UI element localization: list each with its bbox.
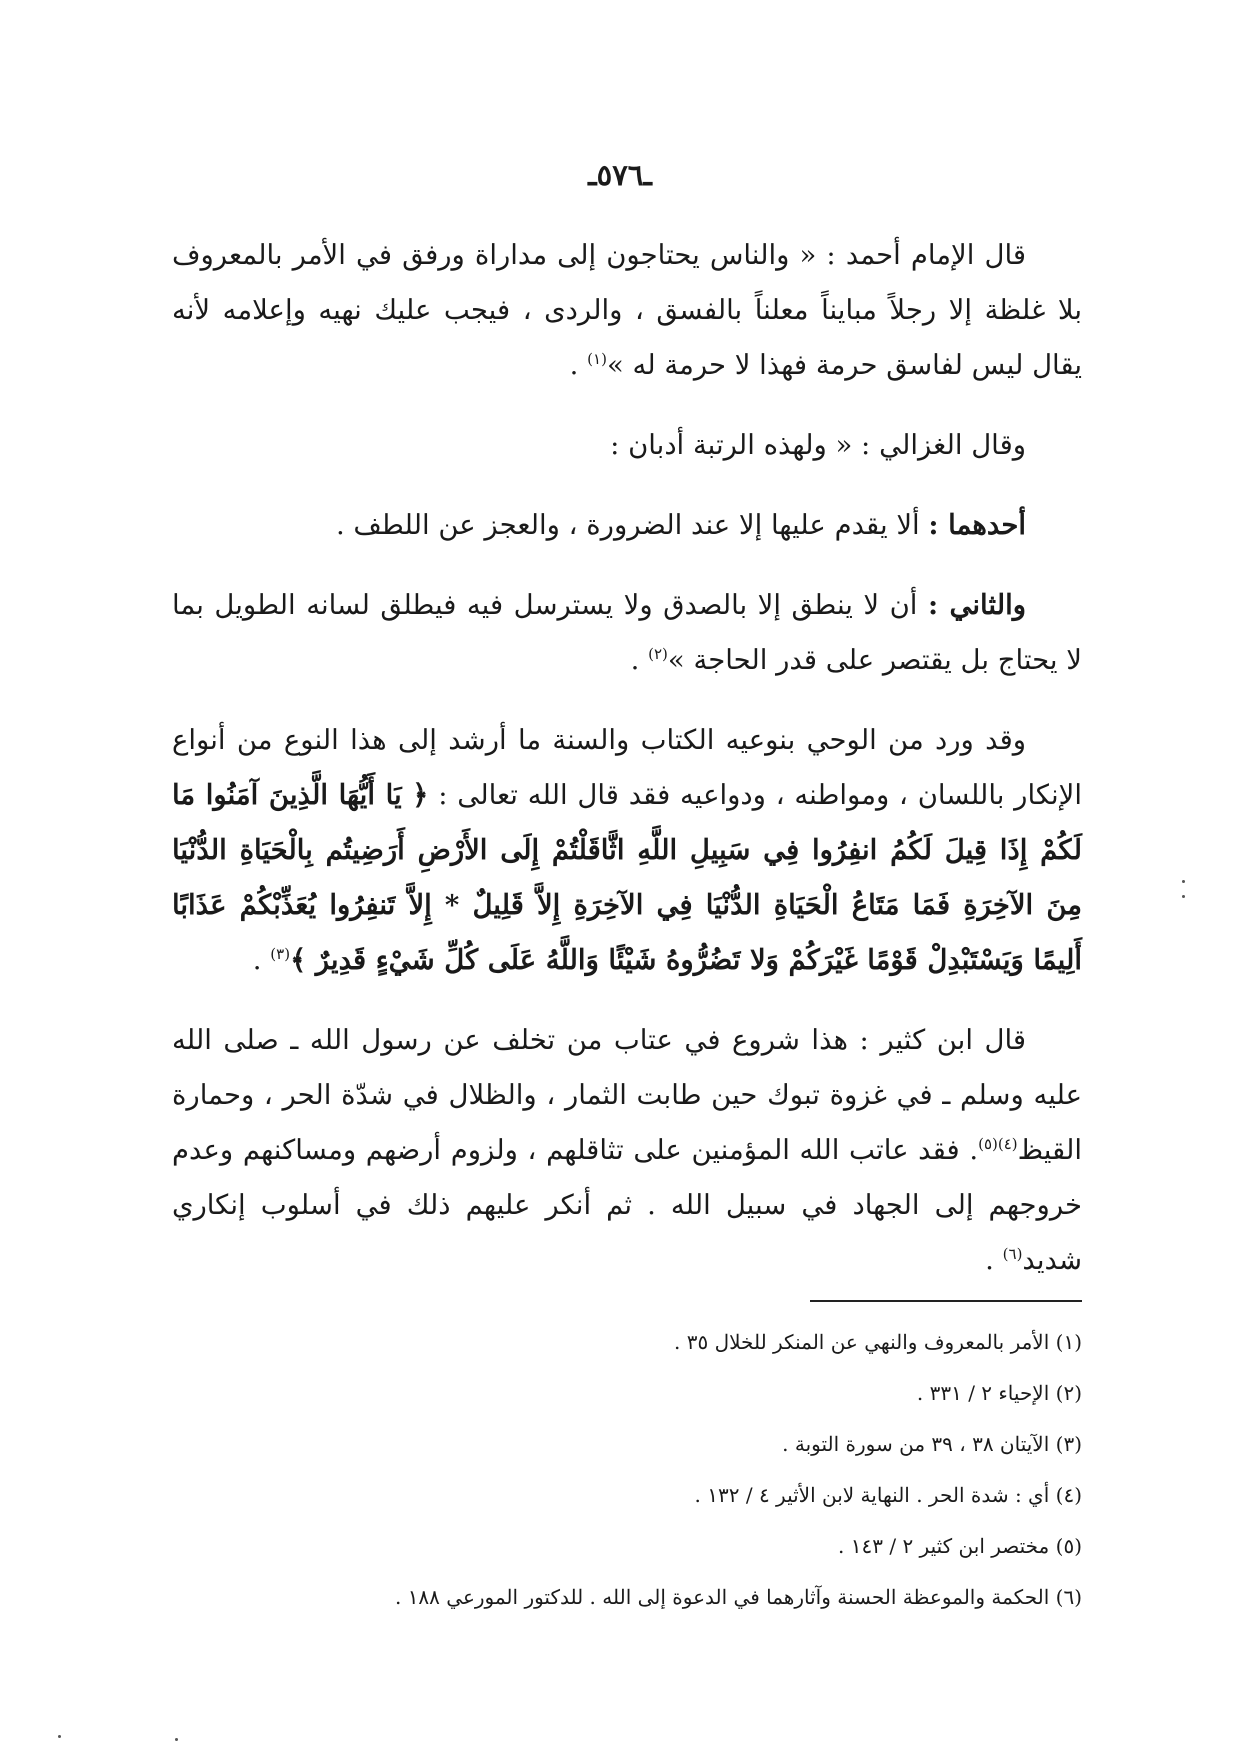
paragraph-end: . [569,349,588,381]
paragraph-text: قال الإمام أحمد : « والناس يحتاجون إلى مداراة ورفق في الأمر بالمعروف بلا غلظة إلا رجلاً مبايناً معلناً بالفسق ، والردى ، فيجب عليك نهيه وإعلامه لأنه يقال ليس لفاسق حرمة فهذا لا حرمة له » [172,239,1082,381]
paragraph-ahmad [172,228,1082,393]
page-number: ـ٥٧٦ـ [588,158,652,192]
footnote-ref[interactable]: (٦) [1002,1245,1023,1263]
footnote-4: (٤) أي : شدة الحر . النهاية لابن الأثير ٤ / ١٣٢ . [694,1483,1082,1507]
main-text [172,228,1082,1288]
footnote-1: (١) الأمر بالمعروف والنهي عن المنكر للخلال ٣٥ . [674,1330,1082,1354]
paragraph-text: ألا يقدم عليها إلا عند الضرورة ، والعجز عن اللطف . [335,509,929,541]
footnote-ref[interactable]: (٢) [648,645,668,663]
paragraph-ibn-kathir [172,1013,1082,1288]
paragraph-lead: أحدهما : [928,509,1026,541]
footnotes [172,1320,1082,1626]
footnote-divider [810,1300,1082,1302]
scan-speck [1182,895,1185,898]
paragraph-text: وقال الغزالي : « ولهذه الرتبة أدبان : [610,429,1026,461]
paragraph-quran [172,713,1082,988]
footnote-ref[interactable]: (٣) [270,945,291,963]
paragraph-end: . [630,644,649,676]
scan-speck [58,1735,61,1738]
quran-verse: ﴿ يَا أَيُّهَا الَّذِينَ آمَنُوا مَا لَكُمْ إِذَا قِيلَ لَكُمُ انفِرُوا فِي سَبِيلِ اللَّهِ اثَّاقَلْتُمْ إِلَى الأَرْضِ أَرَضِيتُم بِالْحَيَاةِ الدُّنْيَا مِنَ الآخِرَةِ فَمَا مَتَاعُ الْحَيَاةِ الدُّنْيَا فِي الآخِرَةِ إِلاَّ قَلِيلٌ * إِلاَّ تَنفِرُوا يُعَذِّبْكُمْ عَذَابًا أَلِيمًا وَيَسْتَبْدِلْ قَوْمًا غَيْرَكُمْ وَلا تَضُرُّوهُ شَيْئًا وَاللَّهُ عَلَى كُلِّ شَيْءٍ قَدِيرٌ ﴾ [172,779,1082,976]
paragraph-intro: وقد ورد من الوحي بنوعيه الكتاب والسنة ما أرشد إلى هذا النوع من أنواع الإنكار باللسان ، ومواطنه ، ودواعيه فقد قال الله تعالى : [172,724,1082,811]
footnote-5: (٥) مختصر ابن كثير ٢ / ١٤٣ . [838,1534,1082,1558]
footnote-2: (٢) الإحياء ٢ / ٣٣١ . [916,1381,1082,1405]
paragraph-ghazali [172,418,1082,473]
footnote-3: (٣) الآيتان ٣٨ ، ٣٩ من سورة التوبة . [782,1432,1082,1456]
scan-speck [1182,880,1185,883]
paragraph-second-etiquette [172,578,1082,688]
paragraph-text: أن لا ينطق إلا بالصدق ولا يسترسل فيه فيطلق لسانه الطويل بما لا يحتاج بل يقتصر على قدر الحاجة » [172,589,1082,676]
paragraph-text: قال ابن كثير : هذا شروع في عتاب من تخلف عن رسول الله ـ صلى الله عليه وسلم ـ في غزوة تبوك حين طابت الثمار ، والظلال في شدّة الحر ، وحمارة القيظ [172,1024,1082,1166]
footnote-6: (٦) الحكمة والموعظة الحسنة وآثارهما في الدعوة إلى الله . للدكتور المورعي ١٨٨ . [394,1585,1082,1609]
paragraph-first-etiquette [172,498,1082,553]
footnote-ref[interactable]: (١) [587,350,607,368]
footnote-ref[interactable]: (٤)(٥) [978,1135,1018,1153]
paragraph-end: . [252,944,271,976]
paragraph-end: . [985,1244,1003,1276]
scan-speck [175,1738,178,1741]
paragraph-text: . فقد عاتب الله المؤمنين على تثاقلهم ، ولزوم أرضهم ومساكنهم وعدم خروجهم إلى الجهاد في سبيل الله . ثم أنكر عليهم ذلك في أسلوب إنكاري شديد [172,1134,1082,1276]
paragraph-lead: والثاني : [927,589,1026,621]
